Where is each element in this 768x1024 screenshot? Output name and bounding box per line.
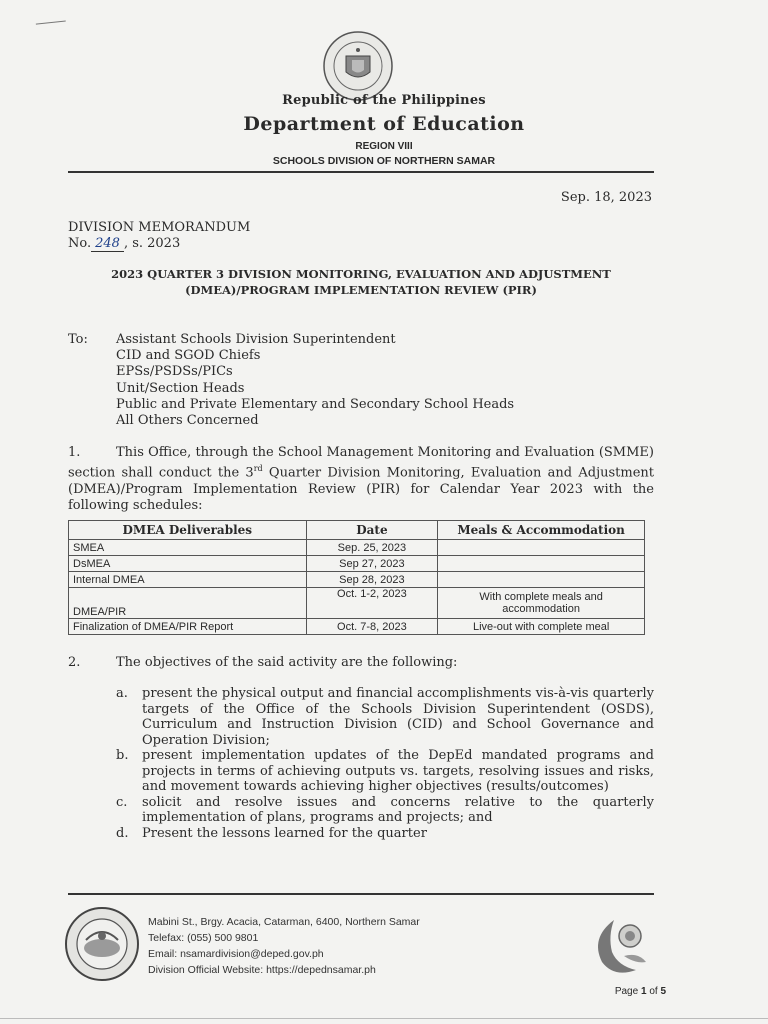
item-letter: c. — [116, 794, 128, 810]
footer-telefax: Telefax: (055) 500 9801 — [148, 932, 259, 944]
to-label: To: — [68, 332, 88, 347]
paragraph-number: 2. — [68, 655, 81, 670]
footer-contact — [148, 914, 420, 978]
item-letter: b. — [116, 748, 129, 763]
division-seal-logo — [64, 906, 140, 982]
subject-line-1: 2023 QUARTER 3 DIVISION MONITORING, EVALUATION AND ADJUSTMENT — [111, 267, 611, 281]
cell-meals: With complete meals and accommodation — [438, 588, 645, 619]
schedule-table — [68, 520, 645, 635]
table-row — [69, 619, 645, 635]
table-row — [69, 540, 645, 556]
cell-deliverable: DMEA/PIR — [69, 588, 307, 619]
table-row — [69, 572, 645, 588]
cell-date: Sep 28, 2023 — [306, 572, 438, 588]
page-number — [615, 986, 666, 997]
memo-type: DIVISION MEMORANDUM — [68, 220, 251, 235]
recipient: All Others Concerned — [116, 413, 259, 429]
paragraph-number: 1. — [68, 445, 81, 460]
objectives-list — [116, 686, 654, 841]
recipient: Public and Private Elementary and Secondary School Heads — [116, 396, 515, 412]
footer-rule — [68, 893, 654, 895]
cell-deliverable: SMEA — [69, 540, 307, 556]
pen-mark — [36, 20, 66, 28]
item-text: Present the lessons learned for the quarter — [142, 825, 427, 841]
paragraph-1 — [68, 445, 654, 514]
header-rule — [68, 171, 654, 173]
cell-deliverable: Finalization of DMEA/PIR Report — [69, 619, 307, 635]
footer-email[interactable]: Email: nsamardivision@deped.gov.ph — [148, 948, 324, 960]
memo-series: , s. 2023 — [123, 236, 181, 251]
table-row — [69, 588, 645, 619]
cell-date: Sep 27, 2023 — [306, 556, 438, 572]
page-prefix: Page — [614, 986, 639, 997]
memo-no-handwritten: 248 — [91, 236, 124, 252]
cell-deliverable: Internal DMEA — [69, 572, 307, 588]
list-item — [116, 826, 654, 842]
item-letter: d. — [116, 825, 129, 841]
cell-date: Oct. 7-8, 2023 — [306, 619, 438, 635]
division-heading: SCHOOLS DIVISION OF NORTHERN SAMAR — [272, 155, 496, 167]
page-of: of — [649, 986, 658, 997]
item-text: solicit and resolve issues and concerns relative to the quarterly implementation of plans, programs and projects; and — [142, 794, 654, 825]
cell-meals — [438, 540, 645, 556]
recipient: EPSs/PSDSs/PICs — [116, 364, 233, 380]
superscript-rd: rd — [253, 464, 263, 474]
matatag-emblem-logo — [584, 912, 660, 982]
item-text: present the physical output and financial accomplishments vis-à-vis quarterly targets of the Office of the Schools Division Superintendent (OSDS), Curriculum and Instruction Division (CID) and School Governance and Operation Division; — [142, 686, 654, 748]
cell-meals: Live-out with complete meal — [438, 619, 645, 635]
paragraph-1-text-b: Quarter Division Monitoring, Evaluation and Adjustment (DMEA)/Program Implementation Review (PIR) for Calendar Year 2023 with the following schedules: — [68, 465, 655, 513]
department-heading: Department of Education — [243, 113, 525, 135]
memo-subject — [68, 266, 654, 298]
recipient-list — [116, 332, 514, 429]
republic-heading: Republic of the Philippines — [282, 93, 486, 108]
cell-meals — [438, 556, 645, 572]
column-header-deliverables: DMEA Deliverables — [69, 521, 307, 540]
column-header-date: Date — [306, 521, 438, 540]
recipient: Assistant Schools Division Superintendent — [116, 332, 396, 347]
memo-no-prefix: No. — [68, 236, 92, 251]
table-header-row — [69, 521, 645, 540]
page-total: 5 — [660, 986, 666, 997]
footer-website[interactable]: Division Official Website: https://depednsamar.ph — [148, 964, 376, 976]
recipient: Unit/Section Heads — [116, 380, 245, 396]
subject-line-2: (DMEA)/PROGRAM IMPLEMENTATION REVIEW (PIR) — [185, 283, 537, 297]
region-heading: REGION VIII — [355, 141, 413, 152]
recipient: CID and SGOD Chiefs — [116, 348, 261, 364]
memo-date: Sep. 18, 2023 — [560, 190, 652, 205]
paragraph-2-text: The objectives of the said activity are the following: — [116, 655, 458, 670]
table-row — [69, 556, 645, 572]
cell-meals — [438, 572, 645, 588]
cell-date: Oct. 1-2, 2023 — [306, 588, 438, 619]
cell-deliverable: DsMEA — [69, 556, 307, 572]
column-header-meals: Meals & Accommodation — [438, 521, 645, 540]
list-item — [116, 686, 654, 748]
list-item — [116, 795, 654, 826]
item-text: present implementation updates of the DepEd mandated programs and projects in terms of achieving outputs vs. targets, resolving issues and risks, and movement towards achieving higher objectives (results/outcomes) — [142, 748, 654, 794]
memo-number — [68, 236, 180, 251]
item-letter: a. — [116, 686, 128, 701]
cell-date: Sep. 25, 2023 — [306, 540, 438, 556]
footer-address: Mabini St., Brgy. Acacia, Catarman, 6400, Northern Samar — [148, 916, 420, 928]
page-current: 1 — [640, 986, 647, 997]
list-item — [116, 748, 654, 795]
paragraph-2 — [68, 655, 654, 671]
page-edge — [0, 1018, 768, 1019]
paragraph-1-text-a: This Office, through the School Management Monitoring and Evaluation (SMME) section shall conduct the 3 — [68, 445, 654, 481]
deped-seal-logo — [322, 30, 394, 102]
